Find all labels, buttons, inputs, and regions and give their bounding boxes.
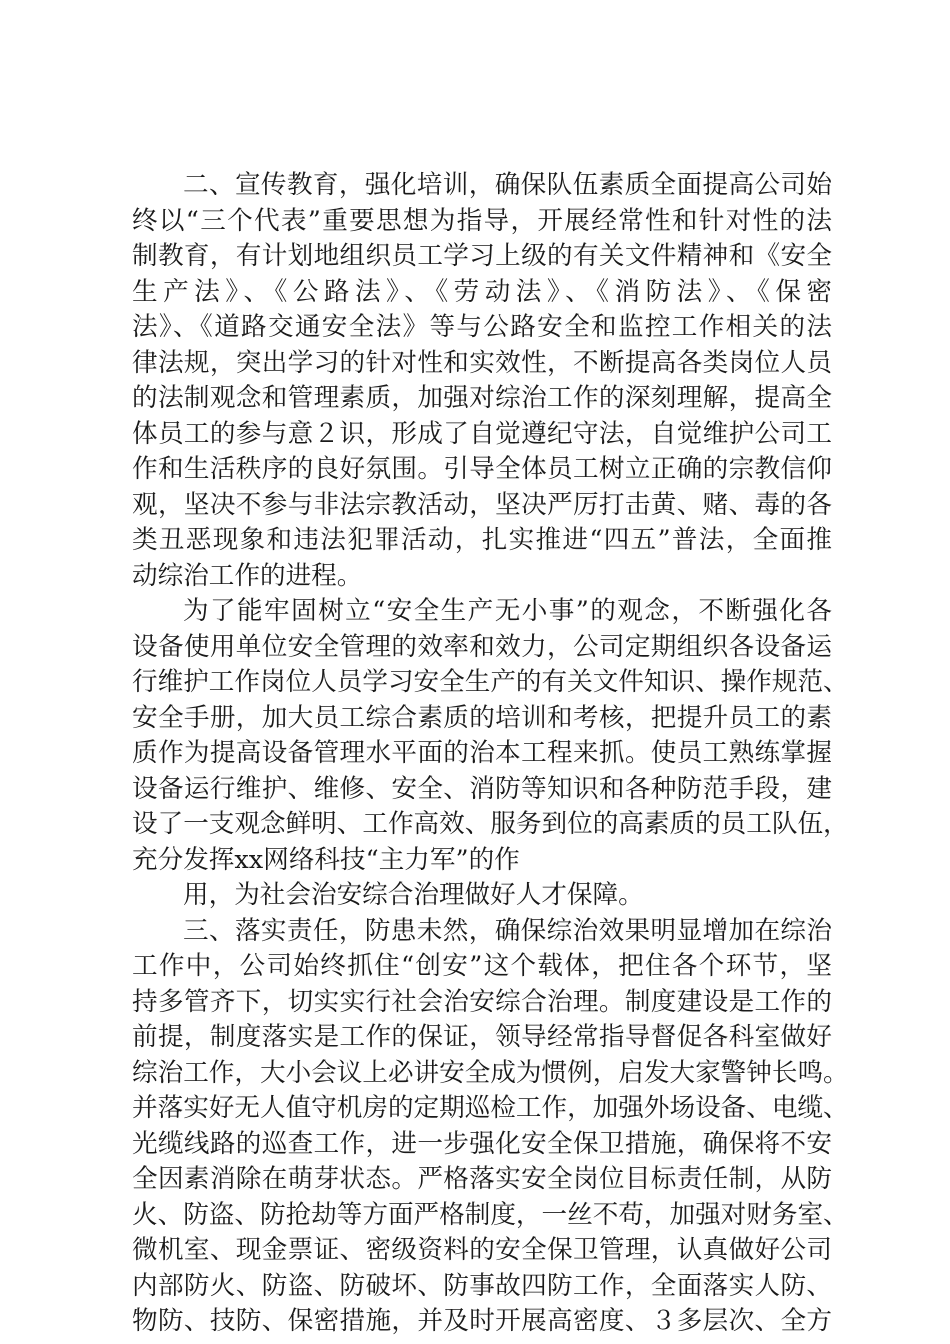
text-line: 内部防火、防盗、防破坏、防事故四防工作，全面落实人防、 [132, 1270, 832, 1301]
text-line: 质作为提高设备管理水平面的治本工程来抓。使员工熟练掌握 [132, 738, 832, 768]
text-line: 安全手册，加大员工综合素质的培训和考核，把提升员工的素 [132, 702, 832, 733]
paragraph [132, 594, 849, 878]
text-line: 二、宣传教育，强化培训，确保队伍素质全面提高公司始 [183, 170, 832, 200]
text-line: 全因素消除在萌芽状态。严格落实安全岗位目标责任制，从防 [132, 1164, 832, 1194]
text-line: 并落实好无人值守机房的定期巡检工作，加强外场设备、电缆、 [132, 1093, 849, 1123]
text-line: 物防、技防、保密措施，并及时开展高密度、３多层次、全方 [132, 1306, 832, 1336]
text-line: 的法制观念和管理素质，加强对综治工作的深刻理解，提高全 [132, 383, 832, 413]
text-line: 持多管齐下，切实实行社会治安综合治理。制度建设是工作的 [132, 986, 832, 1017]
text-line: 行维护工作岗位人员学习安全生产的有关文件知识、操作规范、 [132, 667, 849, 697]
text-line: 火、防盗、防抢劫等方面严格制度，一丝不苟，加强对财务室、 [132, 1199, 849, 1230]
paragraph [132, 168, 832, 594]
text-line: 体员工的参与意２识，形成了自觉遵纪守法，自觉维护公司工 [132, 418, 832, 449]
text-line: 设了一支观念鲜明、工作高效、服务到位的高素质的员工队伍， [132, 809, 849, 839]
text-line: 观，坚决不参与非法宗教活动，坚决严厉打击黄、赌、毒的各 [132, 489, 832, 520]
text-line: 工作中，公司始终抓住“创安”这个载体，把住各个环节，坚 [132, 951, 832, 981]
text-line: 生产法》、《公路法》、《劳动法》、《消防法》、《保密 [132, 276, 832, 307]
text-line: 终以“三个代表”重要思想为指导，开展经常性和针对性的法 [132, 205, 832, 236]
text-line: 微机室、现金票证、密级资料的安全保卫管理，认真做好公司 [132, 1235, 832, 1265]
text-line: 用，为社会治安综合治理做好人才保障。 [183, 880, 644, 910]
text-line: 光缆线路的巡查工作，进一步强化安全保卫措施，确保将不安 [132, 1128, 832, 1159]
text-line: 综治工作，大小会议上必讲安全成为惯例，启发大家警钟长鸣。 [132, 1057, 849, 1088]
paragraph [132, 914, 849, 1340]
text-line: 动综治工作的进程。 [132, 560, 363, 591]
text-line: 法》、《道路交通安全法》等与公路安全和监控工作相关的法 [132, 312, 832, 342]
text-line: 律法规，突出学习的针对性和实效性，不断提高各类岗位人员 [132, 347, 832, 378]
text-line: 为了能牢固树立“安全生产无小事”的观念，不断强化各 [183, 596, 832, 626]
paragraph [132, 878, 832, 914]
text-line: 三、落实责任，防患未然，确保综治效果明显增加在综治 [183, 915, 832, 946]
text-line: 设备运行维护、维修、安全、消防等知识和各种防范手段，建 [132, 773, 832, 804]
text-line: 制教育，有计划地组织员工学习上级的有关文件精神和《安全 [132, 241, 832, 271]
text-line: 作和生活秩序的良好氛围。引导全体员工树立正确的宗教信仰 [132, 454, 832, 484]
document-body [132, 168, 849, 1340]
text-line: 设备使用单位安全管理的效率和效力，公司定期组织各设备运 [132, 631, 832, 662]
text-line: 充分发挥xx网络科技“主力军”的作 [132, 844, 520, 875]
text-line: 前提，制度落实是工作的保证，领导经常指导督促各科室做好 [132, 1022, 832, 1052]
text-line: 类丑恶现象和违法犯罪活动，扎实推进“四五”普法，全面推 [132, 525, 832, 555]
